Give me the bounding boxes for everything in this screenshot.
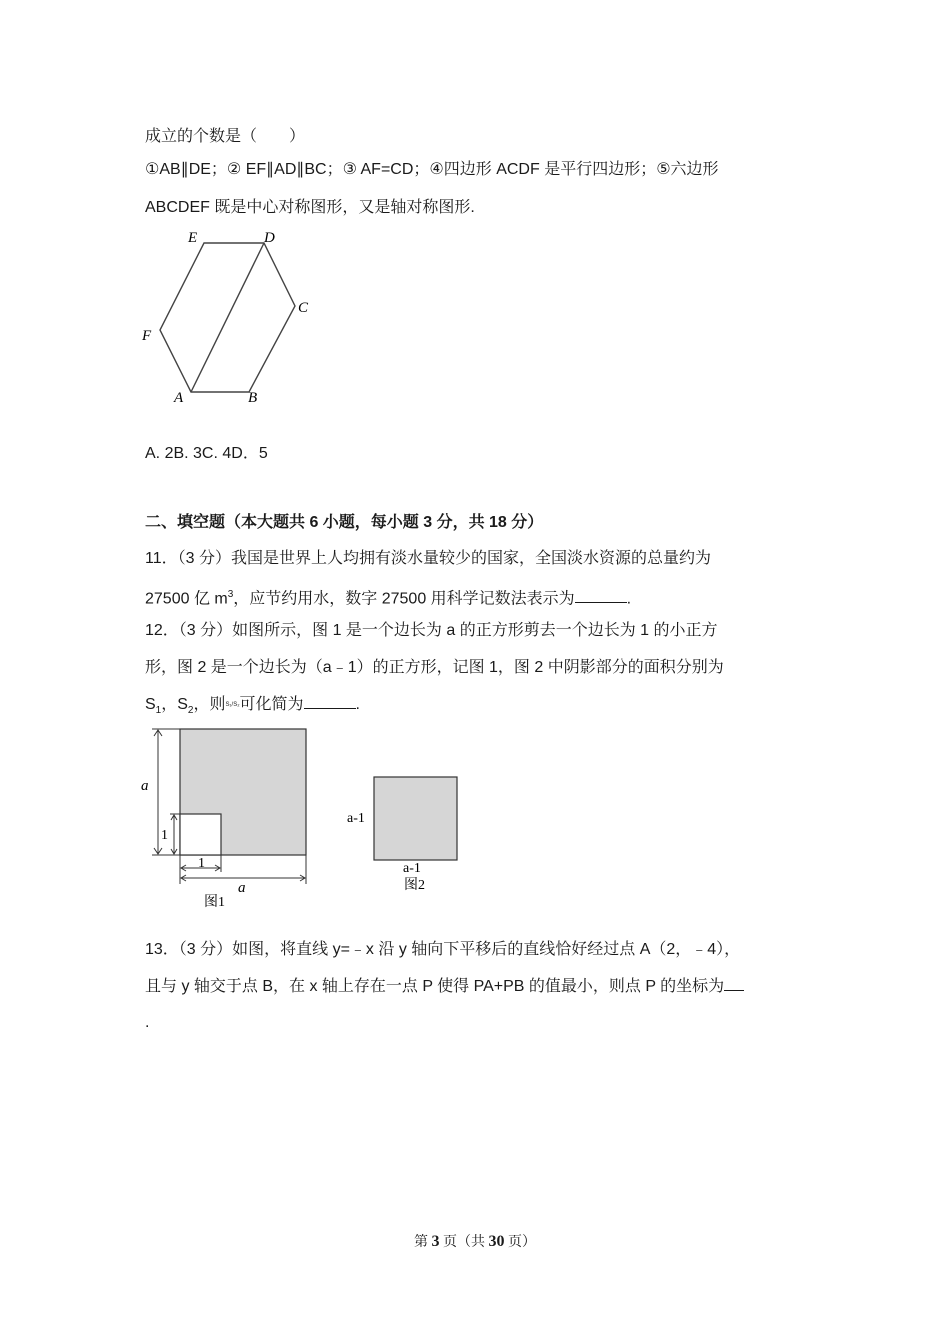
- answer-blank-13[interactable]: [724, 976, 744, 991]
- section-title: 二、填空题（本大题共 6 小题，每小题 3 分，共 18 分）: [145, 514, 544, 531]
- q12-end: .: [355, 696, 360, 713]
- q13-line3: .: [145, 1014, 150, 1031]
- q10-line3: ABCDEF 既是中心对称图形，又是轴对称图形.: [145, 199, 475, 216]
- fig1-label-1-bottom: 1: [198, 856, 205, 871]
- q11-end: .: [626, 590, 632, 608]
- footer-suffix: 页）: [504, 1235, 536, 1250]
- diagonal-ad: [191, 243, 264, 392]
- small-square-cut: [180, 814, 221, 855]
- fig2-caption: 图2: [404, 878, 425, 893]
- q13-line1: 13．（3 分）如图，将直线 y=﹣x 沿 y 轴向下平移后的直线恰好经过点 A（2，﹣4），: [145, 941, 741, 958]
- fig1-label-a-side: a: [141, 778, 149, 794]
- q12-line3: [145, 694, 360, 722]
- fig1-label-a-bottom: a: [238, 880, 246, 896]
- fig1-caption: 图1: [204, 895, 225, 910]
- footer-prefix: 第: [414, 1235, 432, 1250]
- figure-1: [138, 722, 318, 912]
- q11-line2: [145, 584, 631, 610]
- q12-then: ，则: [193, 696, 226, 713]
- page-number: 3: [431, 1233, 440, 1250]
- q12-sub1: 1: [155, 705, 162, 717]
- answer-blank-11[interactable]: [575, 588, 627, 603]
- q11-text-a: 27500 亿 m: [145, 590, 228, 608]
- vertex-label-b: B: [248, 390, 258, 406]
- vertex-label-a: A: [174, 390, 184, 406]
- q12-mid: ，S: [161, 696, 188, 713]
- square-shaded: [374, 777, 457, 860]
- q12-simplify: 可化简为: [239, 696, 304, 713]
- vertex-label-e: E: [188, 230, 198, 246]
- q13-text: 且与 y 轴交于点 B，在 x 轴上存在一点 P 使得 PA+PB 的值最小，则点 P 的坐标为: [145, 978, 725, 995]
- q13-line2: [145, 976, 744, 998]
- q12-s1: S: [145, 696, 156, 713]
- hexagon-figure: [140, 228, 320, 408]
- vertex-label-d: D: [264, 230, 275, 246]
- total-pages: 30: [488, 1233, 505, 1250]
- fig2-label-left: a-1: [347, 811, 365, 826]
- answer-blank-12[interactable]: [304, 694, 356, 709]
- vertex-label-f: F: [142, 328, 152, 344]
- q12-line2: 形，图 2 是一个边长为（a﹣1）的正方形，记图 1，图 2 中阴影部分的面积分别为: [145, 659, 724, 676]
- q12-fraction: S₁/S₂: [225, 701, 240, 708]
- page-footer: [0, 1231, 950, 1251]
- q12-sub2: 2: [187, 705, 194, 717]
- q11-line1: 11．（3 分）我国是世界上人均拥有淡水量较少的国家，全国淡水资源的总量约为: [145, 550, 711, 567]
- q10-options: A. 2B. 3C. 4D．5: [145, 445, 268, 462]
- q11-text-b: ，应节约用水，数字 27500 用科学记数法表示为: [233, 590, 575, 608]
- q10-line2: ①AB∥DE；② EF∥AD∥BC；③ AF=CD；④四边形 ACDF 是平行四边形；⑤六边形: [145, 161, 719, 178]
- vertex-label-c: C: [298, 300, 309, 316]
- fig2-label-bottom: a-1: [403, 861, 421, 876]
- fig1-label-1-side: 1: [161, 828, 168, 843]
- footer-mid: 页（共: [439, 1235, 489, 1250]
- q10-line1: 成立的个数是（ ）: [145, 128, 306, 145]
- q12-line1: 12．（3 分）如图所示，图 1 是一个边长为 a 的正方形剪去一个边长为 1 的小正方: [145, 622, 718, 639]
- figure-2: [345, 770, 465, 900]
- q11-superscript: 3: [227, 589, 234, 600]
